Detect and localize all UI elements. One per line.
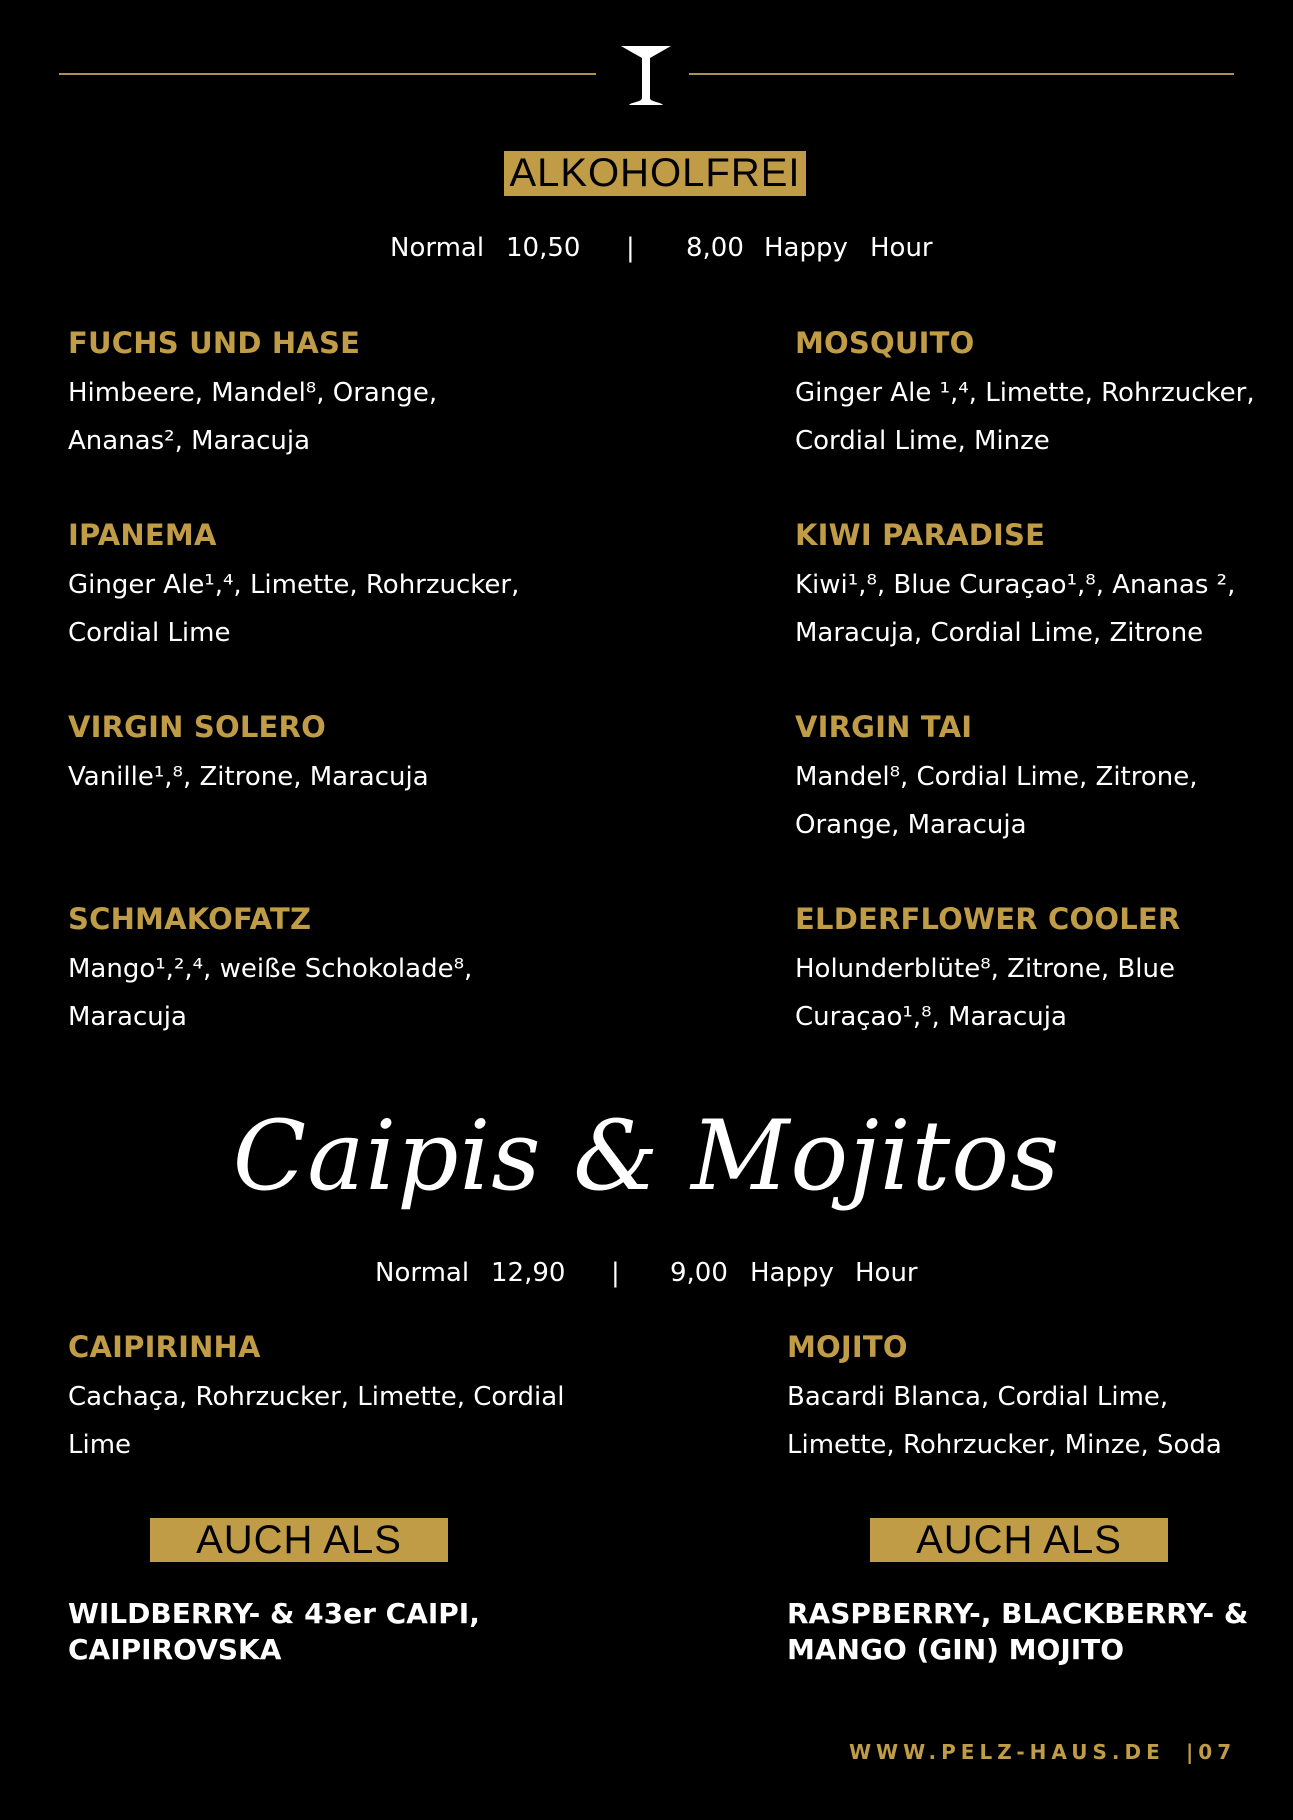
item-title-mojito: MOJITO bbox=[787, 1330, 908, 1364]
item-desc-fuchs-und-hase: Himbeere, Mandel⁸, Orange, Ananas², Maracuja bbox=[68, 378, 438, 456]
price-line-alkoholfrei bbox=[0, 233, 1293, 267]
item-title-virgin-tai: VIRGIN TAI bbox=[795, 710, 973, 744]
header-rule-left bbox=[59, 73, 596, 75]
price-happy-word1: Happy bbox=[764, 233, 848, 263]
item-desc-ipanema: Ginger Ale¹,⁴, Limette, Rohrzucker, Cordial Lime bbox=[68, 570, 520, 648]
item-title-schmakofatz: SCHMAKOFATZ bbox=[68, 902, 312, 936]
item-title-ipanema: IPANEMA bbox=[68, 518, 217, 552]
item-desc-kiwi-paradise: Kiwi¹,⁸, Blue Curaçao¹,⁸, Ananas ², Maracuja, Cordial Lime, Zitrone bbox=[795, 570, 1236, 648]
item-desc-caipirinha: Cachaça, Rohrzucker, Limette, Cordial Lime bbox=[68, 1382, 565, 1460]
item-desc-virgin-solero: Vanille¹,⁸, Zitrone, Maracuja bbox=[68, 762, 429, 792]
item-title-fuchs-und-hase: FUCHS UND HASE bbox=[68, 326, 361, 360]
also-label-mojito: AUCH ALS bbox=[870, 1518, 1168, 1562]
item-desc-mosquito: Ginger Ale ¹,⁴, Limette, Rohrzucker, Cordial Lime, Minze bbox=[795, 378, 1255, 456]
item-title-kiwi-paradise: KIWI PARADISE bbox=[795, 518, 1046, 552]
price-happy-word1: Happy bbox=[750, 1258, 834, 1288]
item-title-mosquito: MOSQUITO bbox=[795, 326, 975, 360]
price-happy-value: 9,00 bbox=[670, 1258, 728, 1288]
footer-page-number: |07 bbox=[1186, 1740, 1237, 1764]
price-normal-value: 10,50 bbox=[506, 233, 581, 263]
item-desc-virgin-tai: Mandel⁸, Cordial Lime, Zitrone, Orange, Maracuja bbox=[795, 762, 1198, 840]
item-title-elderflower-cooler: ELDERFLOWER COOLER bbox=[795, 902, 1181, 936]
price-happy-word2: Hour bbox=[855, 1258, 918, 1288]
cocktail-glass-icon bbox=[617, 42, 675, 108]
variants-caipirinha: WILDBERRY- & 43er CAIPI, CAIPIROVSKA bbox=[68, 1597, 480, 1666]
price-line-caipis bbox=[0, 1258, 1293, 1292]
price-separator: | bbox=[611, 1258, 620, 1288]
header-rule-right bbox=[689, 73, 1234, 75]
price-happy-value: 8,00 bbox=[686, 233, 744, 263]
section-label-alkoholfrei: ALKOHOLFREI bbox=[504, 151, 806, 196]
price-happy-word2: Hour bbox=[870, 233, 933, 263]
price-separator: | bbox=[626, 233, 635, 263]
item-title-caipirinha: CAIPIRINHA bbox=[68, 1330, 261, 1364]
price-normal-label: Normal bbox=[375, 1258, 470, 1288]
price-normal-value: 12,90 bbox=[491, 1258, 566, 1288]
item-desc-schmakofatz: Mango¹,²,⁴, weiße Schokolade⁸, Maracuja bbox=[68, 954, 473, 1032]
price-normal-label: Normal bbox=[390, 233, 485, 263]
item-desc-mojito: Bacardi Blanca, Cordial Lime, Limette, Rohrzucker, Minze, Soda bbox=[787, 1382, 1222, 1460]
item-desc-elderflower-cooler: Holunderblüte⁸, Zitrone, Blue Curaçao¹,⁸, Maracuja bbox=[795, 954, 1175, 1032]
footer-website-link[interactable]: WWW.PELZ-HAUS.DE bbox=[849, 1740, 1165, 1764]
section-title-caipis-mojitos: Caipis & Mojitos bbox=[232, 1100, 1061, 1212]
variants-mojito: RASPBERRY-, BLACKBERRY- & MANGO (GIN) MOJITO bbox=[787, 1597, 1249, 1666]
item-title-virgin-solero: VIRGIN SOLERO bbox=[68, 710, 326, 744]
also-label-caipirinha: AUCH ALS bbox=[150, 1518, 448, 1562]
